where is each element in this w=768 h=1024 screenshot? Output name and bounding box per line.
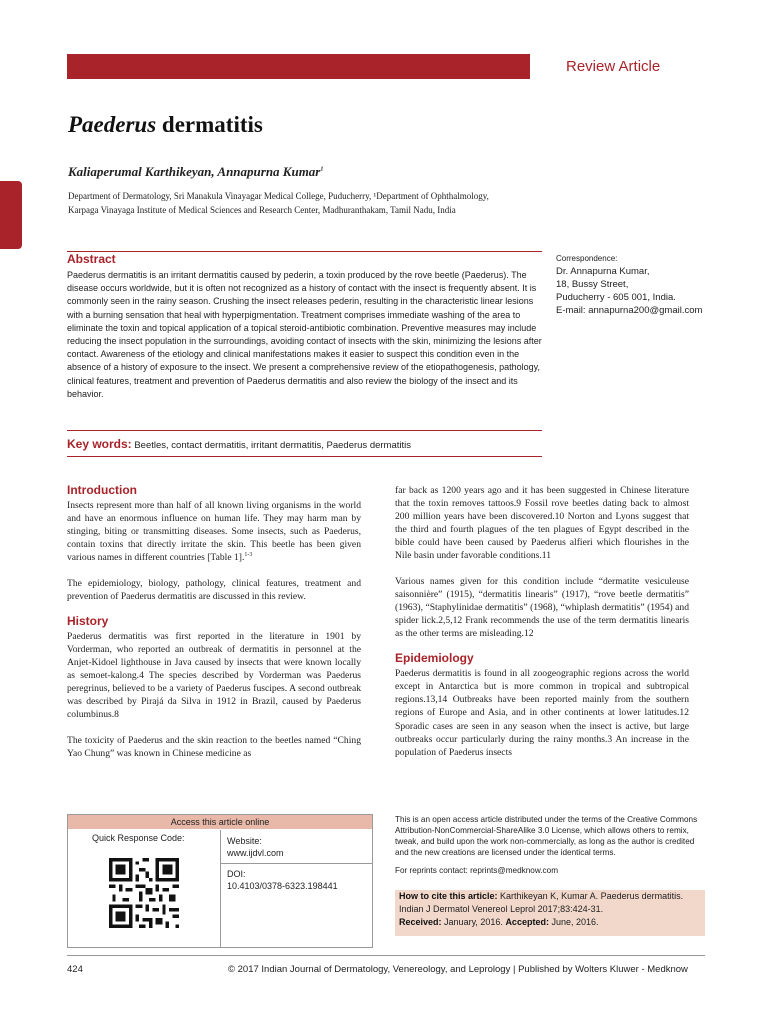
history-paragraph-2: The toxicity of Paederus and the skin reaction to the beetles named “Ching Yao Chung” was known in Chinese medicine as (67, 734, 361, 759)
accepted-label: Accepted: (505, 917, 549, 927)
col2-paragraph-1: far back as 1200 years ago and it has been suggested in Chinese literature that the toxin removes tattoos.9 Fossil rove beetles dating back to almost 200 million years have been discovered.10 Norton and Lyons suggest that the third and fourth plagues of the ten plagues of Egypt described in the bible could have been caused by Paederus alfieri which flourishes in the Nile basin under favorable conditions.11 (395, 485, 689, 562)
authors-text: Kaliaperumal Karthikeyan, Annapurna Kumar (68, 164, 321, 179)
citation-box (395, 890, 705, 936)
footer-rule (67, 955, 705, 956)
cite-text: Karthikeyan K, Kumar A. Paederus dermatitis. Indian J Dermatol Venereol Leprol 2017;83:424-31. (399, 891, 684, 914)
col2-paragraph-2: Various names given for this condition include “dermatite vesiculeuse saisonnière” (1915), “dermatitis linearis” (1917), “rove beetle dermatitis” (1963), “Staphylinidae dermatitis” (1968), “whiplash dermatitis” (1954) and spider lick.2,5,12 Frank recommends the use of the term dermatitis linearis as the other terms are misleading.12 (395, 575, 689, 639)
keywords-rule-top (67, 430, 542, 431)
body-column-right (395, 484, 689, 771)
correspondence (556, 252, 706, 317)
corr-addr1: 18, Bussy Street, (556, 279, 629, 290)
affiliation: Department of Dermatology, Sri Manakula Vinayagar Medical College, Puducherry, ¹Department of Ophthalmology, Karpaga Vinayaga Institute of Medical Sciences and Research Center, Madhuranthakam, Tamil Nadu, India (68, 191, 489, 215)
website-link[interactable]: www.ijdvl.com (227, 848, 284, 858)
page-number: 424 (67, 964, 83, 975)
corr-addr2: Puducherry - 605 001, India. (556, 292, 676, 303)
cite-line (399, 890, 701, 916)
authors-sup: 1 (320, 166, 324, 173)
accepted-date: June, 2016. (551, 917, 599, 927)
received-label: Received: (399, 917, 442, 927)
doi-label: DOI: (227, 869, 246, 879)
corr-name: Dr. Annapurna Kumar, (556, 266, 650, 277)
keywords-rule-bottom (67, 456, 542, 457)
history-paragraph-1: Paederus dermatitis was first reported in the literature in 1901 by Vorderman, who reported an outbreak of dermatitis in personnel at the Anjet-Kidoel lighthouse in Java caused by insects that were known locally as semoet-kalong.4 The species described by Vorderman was Paederus peregrinus, believed to be a variety of Paederus fuscipes. A second outbreak was described by Pirajá da Silva in 1912 in Brazil, caused by Paederus columbinus.8 (67, 630, 361, 721)
received-date: January, 2016. (444, 917, 503, 927)
intro-paragraph-2: The epidemiology, biology, pathology, clinical features, treatment and prevention of Paederus dermatitis are discussed in this review. (67, 577, 361, 602)
intro-paragraph-1 (67, 499, 361, 564)
keywords-text: Beetles, contact dermatitis, irritant dermatitis, Paederus dermatitis (134, 440, 411, 451)
corr-label: Correspondence: (556, 254, 618, 263)
abstract-text: Paederus dermatitis is an irritant dermatitis caused by pederin, a toxin produced by the rove beetle (Paederus). The disease occurs worldwide, but it is often not recognized as a history of contact with the insect is frequently absent. It is commonly seen in the rainy season. Crushing the insect releases pederin, resulting in the characteristic linear lesions with a burning sensation that heal with hyperpigmentation. Treatment comprises immediate washing of the area to eliminate the toxin and topical application of a topical steroid-antibiotic combination. Preventive measures may include reducing the insect population in the surroundings, avoiding contact of insects with the skin, minimizing the lesions after contact. Awareness of the etiology and clinical manifestations makes it easier to suspect this condition even in the absence of a history of exposure to the insect. We present a comprehensive review of the etiopathogenesis, pathology, clinical features, treatment and prevention of Paederus dermatitis and also review the biology of the insect and its behavior. (67, 270, 542, 399)
authors (68, 164, 323, 180)
keywords (67, 437, 411, 451)
dates-line (399, 916, 701, 929)
intro-p1-text: Insects represent more than half of all known living organisms in the world and have an enormous influence on human life. They may harm man by stinging, biting or transmitting diseases. Some insects, such as Paederus, contain toxins that directly irritate the skin. This beetle has been given various names in different countries [Table 1]. (67, 500, 361, 564)
cite-label: How to cite this article: (399, 891, 498, 901)
corr-email[interactable]: E-mail: annapurna200@gmail.com (556, 305, 703, 316)
access-heading: Access this article online (68, 815, 372, 829)
section-type: Review Article (566, 58, 661, 75)
access-info-panel (221, 830, 372, 947)
body-column-left (67, 484, 361, 772)
journal-footer: © 2017 Indian Journal of Dermatology, Venereology, and Leprology | Published by Wolters Kluwer - Medknow (228, 964, 688, 975)
doi-value[interactable]: 10.4103/0378-6323.198441 (227, 881, 338, 891)
title-italic: Paederus (68, 112, 157, 137)
website-label: Website: (227, 836, 262, 846)
side-tab (0, 181, 22, 249)
reprints-contact: For reprints contact: reprints@medknow.com (395, 866, 559, 875)
qr-code-icon[interactable] (109, 858, 179, 928)
header-bar (67, 54, 530, 79)
title-rest: dermatitis (156, 112, 263, 137)
website-row (221, 830, 372, 864)
epi-paragraph-1: Paederus dermatitis is found in all zoogeographic regions across the world except in Antarctica but is more common in tropical and subtropical regions.13,14 Outbreaks have been reported mainly from the southern regions of Europe and Asia, and in other continents at lower latitudes.12 Sporadic cases are seen in any season when the insect is active, but large outbreaks occur particularly during the rainy months.3 An increase in the population of Paederus insects (395, 668, 689, 758)
article-title (68, 112, 263, 138)
abstract (67, 252, 542, 401)
license-text: This is an open access article distributed under the terms of the Creative Commons Attribution-NonCommercial-ShareAlike 3.0 License, which allows others to remix, tweak, and build upon the work non-commercially, as long as the author is credited and the new creations are licensed under the identical terms. (395, 815, 698, 857)
history-heading: History (67, 613, 109, 628)
abstract-heading: Abstract (67, 252, 116, 266)
epi-heading: Epidemiology (395, 651, 474, 666)
intro-heading: Introduction (67, 483, 137, 497)
intro-p1-ref: 1-3 (244, 552, 253, 559)
qr-label: Quick Response Code: (92, 833, 185, 843)
doi-row (221, 864, 372, 892)
access-box (67, 814, 373, 948)
keywords-label: Key words: (67, 437, 132, 451)
access-qr-panel (68, 830, 221, 947)
